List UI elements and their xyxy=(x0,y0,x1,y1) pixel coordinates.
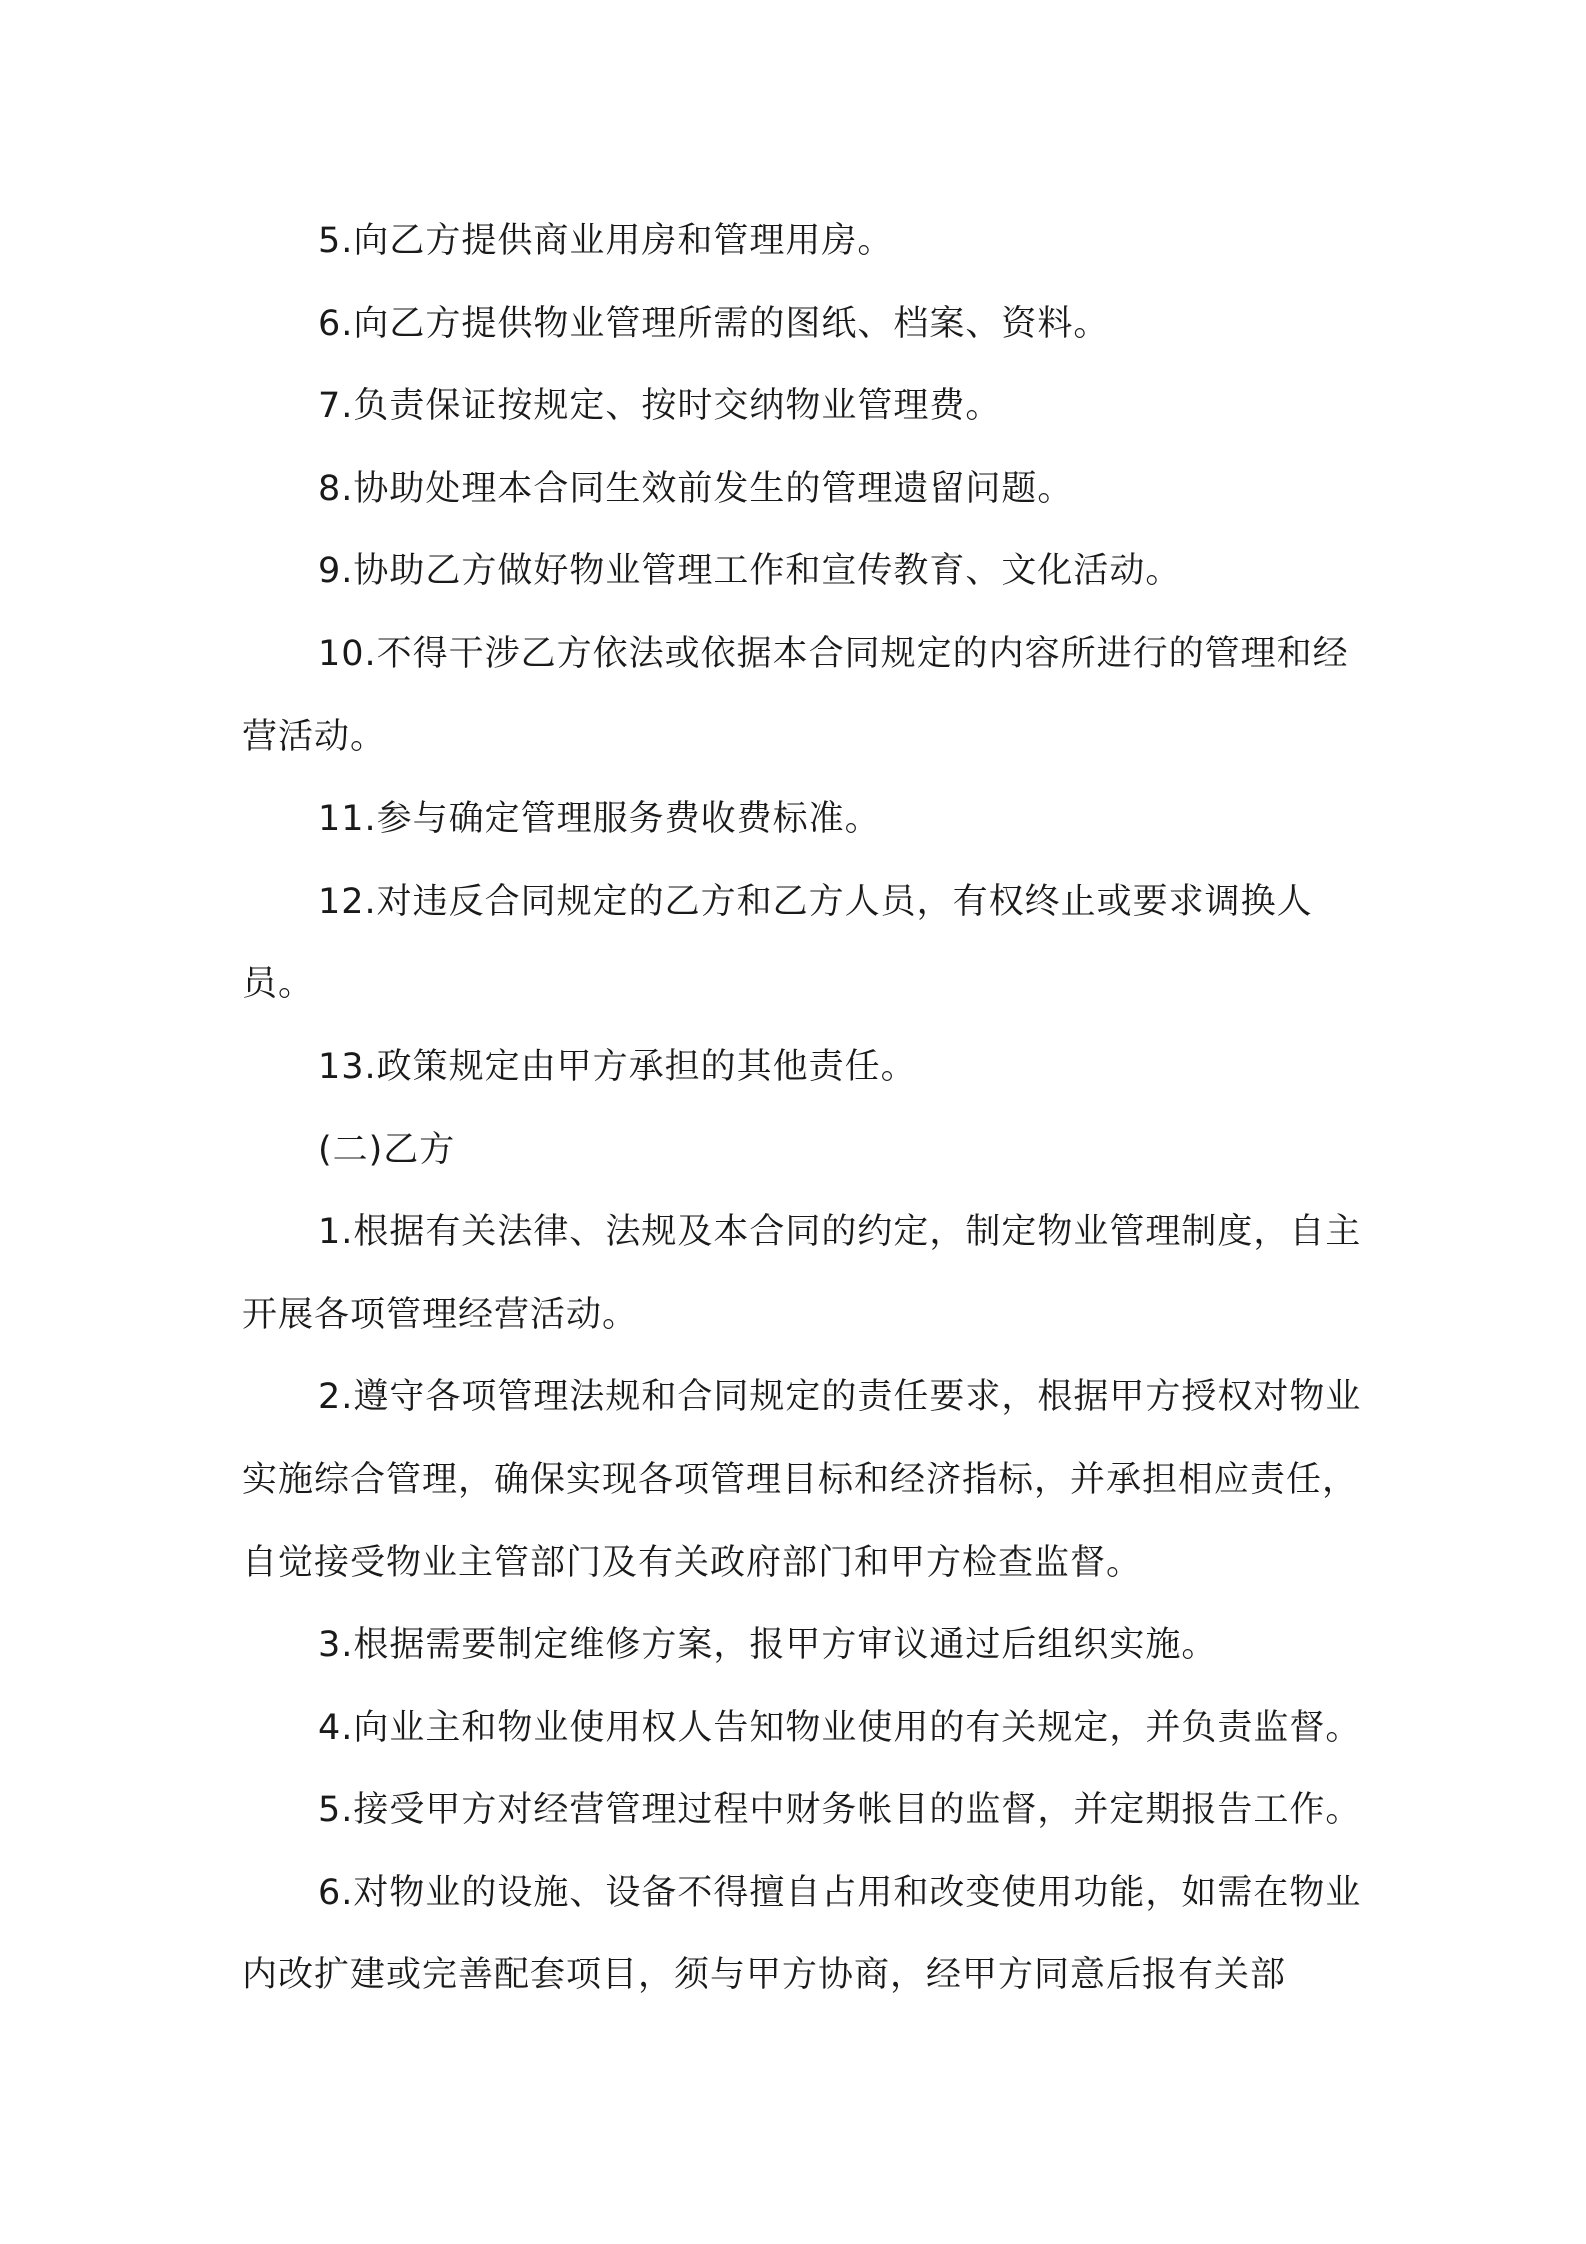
clause-a-13: 13.政策规定由甲方承担的其他责任。 xyxy=(318,1046,917,1087)
clause-a-10: 10.不得干涉乙方依法或依据本合同规定的内容所进行的管理和经营活动。 xyxy=(242,633,1349,757)
document-body xyxy=(242,200,1362,2017)
clause-a-9: 9.协助乙方做好物业管理工作和宣传教育、文化活动。 xyxy=(318,551,1182,592)
clause-a-7: 7.负责保证按规定、按时交纳物业管理费。 xyxy=(318,386,1002,427)
section-heading-party-b: (二)乙方 xyxy=(318,1129,456,1170)
clause-a-11: 11.参与确定管理服务费收费标准。 xyxy=(318,799,881,840)
clause-b-2: 2.遵守各项管理法规和合同规定的责任要求，根据甲方授权对物业实施综合管理，确保实现各项管理目标和经济指标，并承担相应责任，自觉接受物业主管部门及有关政府部门和甲方检查监督。 xyxy=(242,1377,1362,1583)
clause-b-6: 6.对物业的设施、设备不得擅自占用和改变使用功能，如需在物业内改扩建或完善配套项目，须与甲方协商，经甲方同意后报有关部 xyxy=(242,1872,1362,1996)
clause-b-3: 3.根据需要制定维修方案，报甲方审议通过后组织实施。 xyxy=(318,1625,1218,1666)
clause-a-8: 8.协助处理本合同生效前发生的管理遗留问题。 xyxy=(318,468,1074,509)
clause-a-5: 5.向乙方提供商业用房和管理用房。 xyxy=(318,221,894,261)
clause-a-6: 6.向乙方提供物业管理所需的图纸、档案、资料。 xyxy=(318,303,1110,344)
clause-b-5: 5.接受甲方对经营管理过程中财务帐目的监督，并定期报告工作。 xyxy=(318,1790,1362,1831)
clause-b-1: 1.根据有关法律、法规及本合同的约定，制定物业管理制度，自主开展各项管理经营活动。 xyxy=(242,1212,1362,1335)
clause-a-12: 12.对违反合同规定的乙方和乙方人员，有权终止或要求调换人员。 xyxy=(242,881,1313,1005)
clause-b-4: 4.向业主和物业使用权人告知物业使用的有关规定，并负责监督。 xyxy=(318,1707,1362,1748)
